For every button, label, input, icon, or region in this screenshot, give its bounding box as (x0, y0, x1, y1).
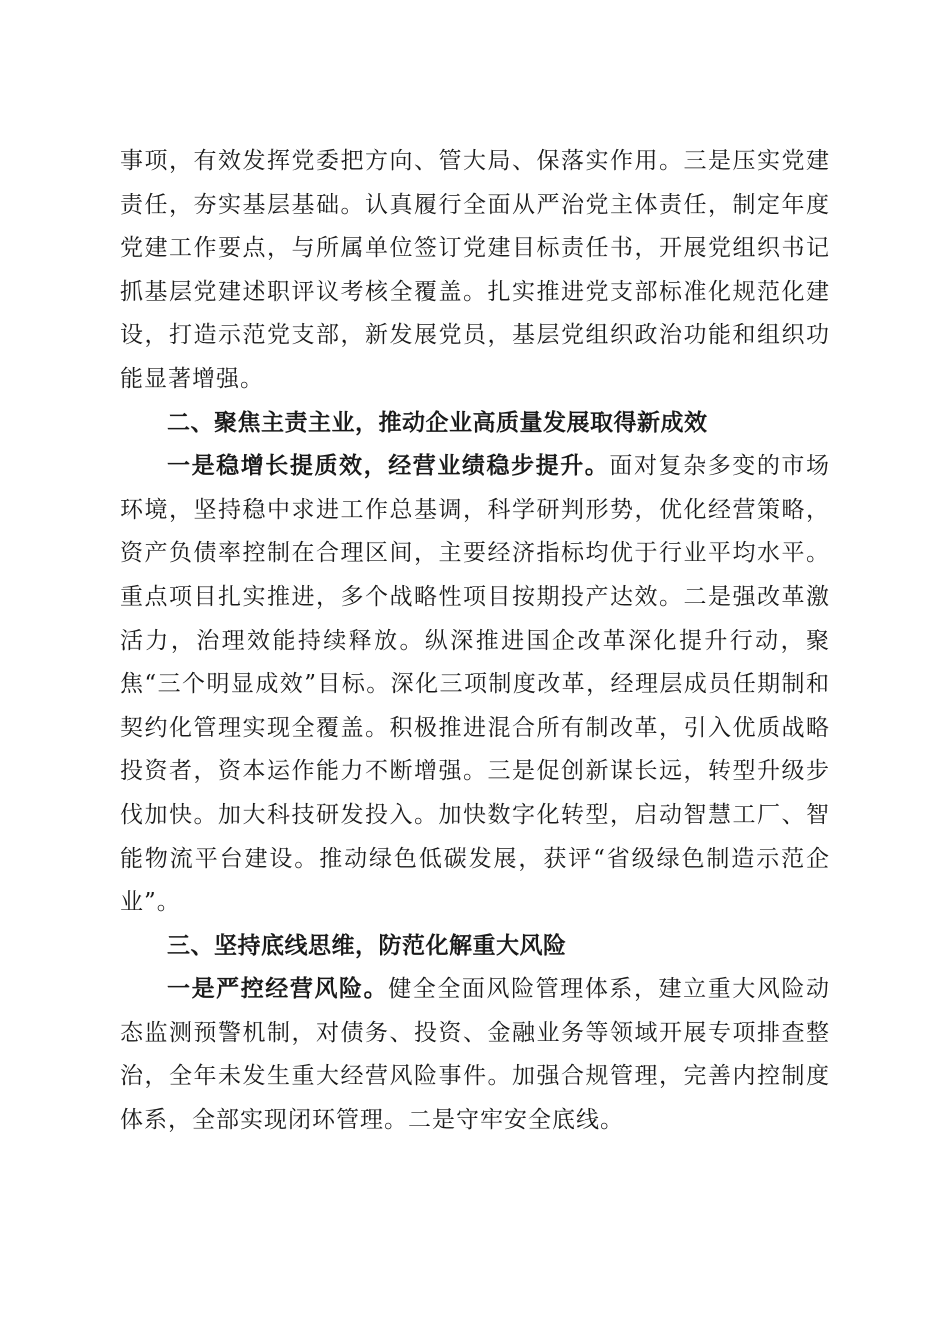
paragraph-lead-2: 一是稳增长提质效，经营业绩稳步提升。 (167, 453, 610, 480)
section-heading-3: 三、坚持底线思维，防范化解重大风险 (167, 932, 567, 959)
paragraph-continuation: 事项，有效发挥党委把方向、管大局、保落实作用。三是压实党建责任，夯实基层基础。认真履行全面从严治党主体责任，制定年度党建工作要点，与所属单位签订党建目标责任书，开展党组织书记抓基层党建述职评议考核全覆盖。扎实推进党支部标准化规范化建设，打造示范党支部，新发展党员，基层党组织政治功能和组织功能显著增强。 (120, 148, 830, 392)
paragraph-body-2: 面对复杂多变的市场环境，坚持稳中求进工作总基调，科学研判形势，优化经营策略，资产负债率控制在合理区间，主要经济指标均优于行业平均水平。重点项目扎实推进，多个战略性项目按期投产达效。二是强改革激活力，治理效能持续释放。纵深推进国企改革深化提升行动，聚焦“三个明显成效”目标。深化三项制度改革，经理层成员任期制和契约化管理实现全覆盖。积极推进混合所有制改革，引入优质战略投资者，资本运作能力不断增强。三是促创新谋长远，转型升级步伐加快。加大科技研发投入。加快数字化转型，启动智慧工厂、智能物流平台建设。推动绿色低碳发展，获评“省级绿色制造示范企业”。 (120, 453, 831, 916)
paragraph-body-3: 健全全面风险管理体系，建立重大风险动态监测预警机制，对债务、投资、金融业务等领域开展专项排查整治，全年未发生重大经营风险事件。加强合规管理，完善内控制度体系，全部实现闭环管理。二是守牢安全底线。 (120, 976, 831, 1134)
section-heading-2: 二、聚焦主责主业，推动企业高质量发展取得新成效 (167, 409, 708, 436)
paragraph-lead-3: 一是严控经营风险。 (167, 976, 389, 1003)
document-page (120, 140, 830, 1143)
paragraph-section-3 (120, 968, 830, 1142)
paragraph-section-2 (120, 445, 830, 925)
